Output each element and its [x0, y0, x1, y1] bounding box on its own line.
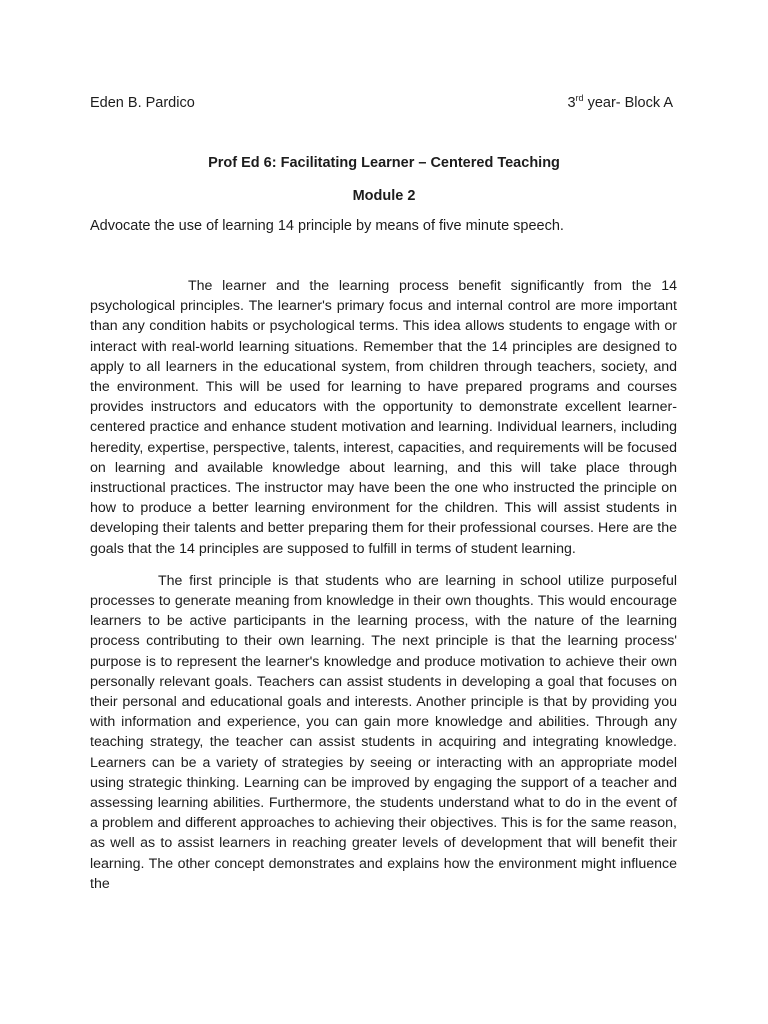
module-heading: Module 2 — [352, 188, 416, 204]
paragraph-1: The learner and the learning process benefit significantly from the 14 psychological principles. The learner's primary focus and internal control are more important than any condition habits or psychological terms. This idea allows students to engage with or interact with real-world learning situations. Remember that the 14 principles are designed to apply to all learners in the educational system, from children through teachers, society, and the environment. This will be used for learning to have prepared programs and courses provides instructors and educators with the opportunity to demonstrate excellent learner-centered practice and enhance student motivation and learning. Individual learners, including heredity, expertise, perspective, talents, interest, capacities, and requirements will be focused on learning and available knowledge about learning, and this will take place through instructional practices. The instructor may have been the one who instructed the principle on how to produce a better learning environment for the children. This will assist students in developing their talents and better preparing them for their professional courses. Here are the goals that the 14 principles are supposed to fulfill in terms of student learning. — [90, 278, 677, 557]
year-suffix: rd — [575, 93, 584, 104]
document-title: Prof Ed 6: Facilitating Learner – Centered Teaching — [208, 155, 560, 171]
year-rest: year- Block A — [583, 95, 673, 111]
essay-body — [90, 276, 677, 906]
instruction-text: Advocate the use of learning 14 principle by means of five minute speech. — [90, 218, 564, 234]
author-name: Eden B. Pardico — [90, 95, 195, 111]
year-number: 3 — [567, 95, 576, 111]
header-row — [90, 93, 673, 113]
paragraph-2: The first principle is that students who are learning in school utilize purposeful processes to generate meaning from knowledge in their own thoughts. This would encourage learners to be active participants in the learning process, with the nature of the learning process contributing to their own learning. The next principle is that the learning process' purpose is to represent the learner's knowledge and produce motivation to achieve their own personally relevant goals. Teachers can assist students in developing a goal that focuses on their personal and educational goals and interests. Another principle is that by providing you with information and experience, you can gain more knowledge and abilities. Through any teaching strategy, the teacher can assist students in acquiring and integrating knowledge. Learners can be a variety of strategies by seeing or interacting with an appropriate model using strategic thinking. Learning can be improved by engaging the support of a teacher and assessing learning abilities. Furthermore, the students understand what to do in the event of a problem and different approaches to achieving their objectives. This is for the same reason, as well as to assist learners in reaching greater levels of development that will benefit their learning. The other concept demonstrates and explains how the environment might influence the — [90, 572, 677, 892]
year-block — [567, 93, 673, 113]
